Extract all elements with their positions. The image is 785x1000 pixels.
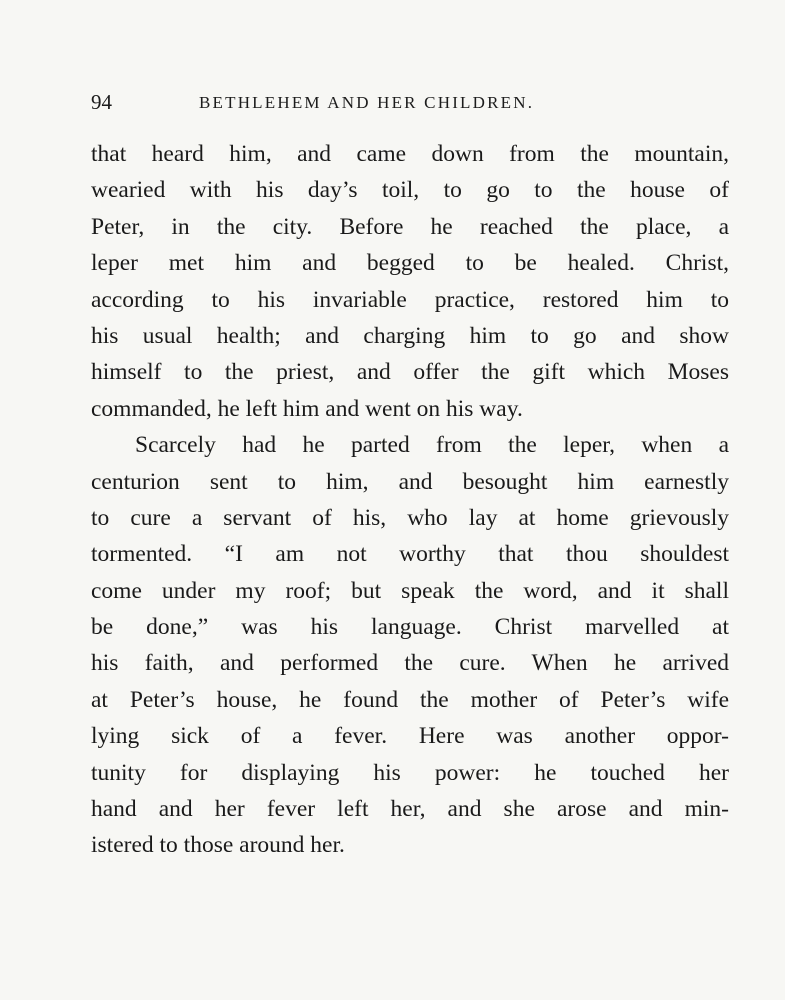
text-line: his faith, and performed the cure. When he arrived	[91, 650, 729, 677]
text-line: his usual health; and charging him to go and show	[91, 322, 729, 349]
text-line: istered to those around her.	[91, 832, 345, 859]
text-line: lying sick of a fever. Here was another oppor-	[91, 723, 729, 750]
text-line: tunity for displaying his power: he touched her	[91, 759, 729, 786]
text-line: according to his invariable practice, restored him to	[91, 286, 729, 313]
text-line: to cure a servant of his, who lay at home grievously	[91, 504, 729, 531]
text-line: that heard him, and came down from the mountain,	[91, 141, 729, 167]
text-line: at Peter’s house, he found the mother of Peter’s wife	[91, 686, 729, 713]
body-text	[91, 136, 729, 864]
running-title: BETHLEHEM AND HER CHILDREN.	[199, 93, 535, 112]
text-line: come under my roof; but speak the word, and it shall	[91, 577, 729, 604]
text-line: wearied with his day’s toil, to go to the house of	[91, 177, 729, 204]
text-line: commanded, he left him and went on his way.	[91, 395, 523, 422]
text-line: himself to the priest, and offer the gift which Moses	[91, 359, 729, 386]
text-line: leper met him and begged to be healed. Christ,	[91, 250, 729, 277]
text-line: tormented. “I am not worthy that thou shouldest	[91, 541, 729, 568]
text-line: hand and her fever left her, and she arose and min-	[91, 796, 729, 823]
text-line: Scarcely had he parted from the leper, when a	[135, 432, 729, 459]
text-line: Peter, in the city. Before he reached the place, a	[91, 213, 729, 240]
page-number: 94	[91, 90, 112, 114]
page-header	[91, 90, 628, 116]
text-line: centurion sent to him, and besought him earnestly	[91, 468, 729, 495]
text-line: be done,” was his language. Christ marvelled at	[91, 614, 729, 641]
